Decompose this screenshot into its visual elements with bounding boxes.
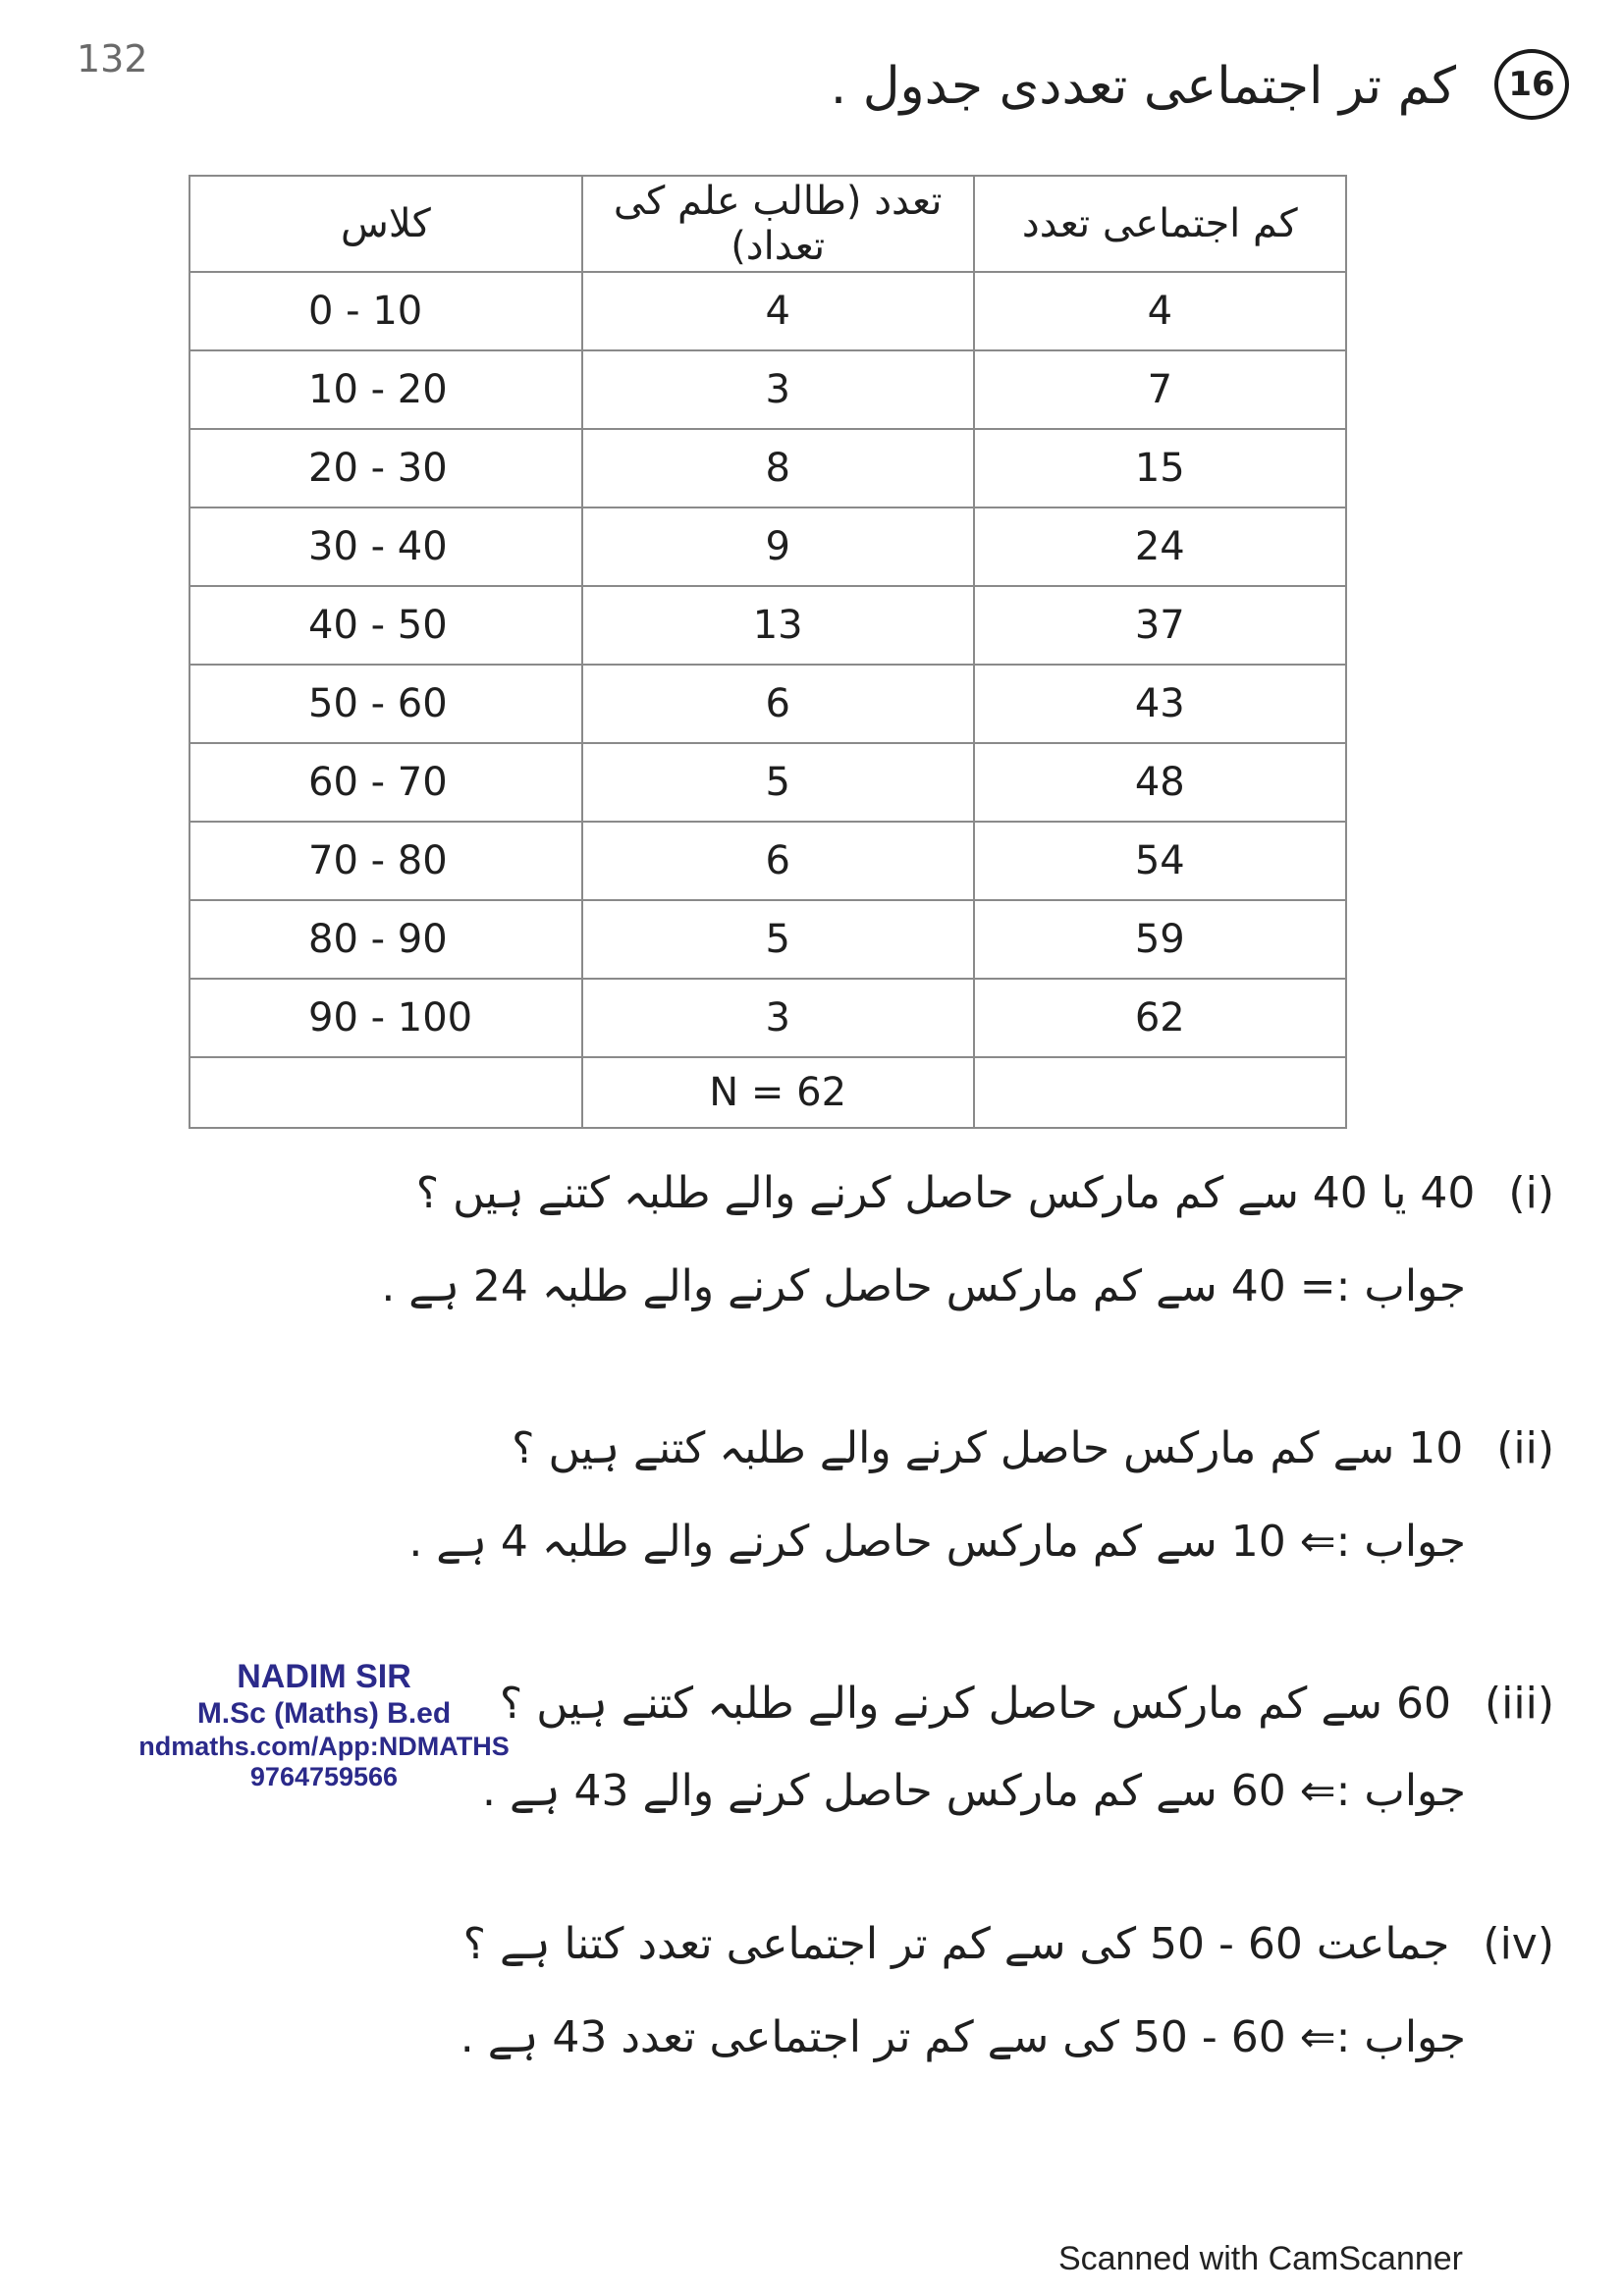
empty-cell [974, 1057, 1346, 1128]
answer-text: جواب :⇐ 10 سے کم مارکس حاصل کرنے والے طلبہ 4 ہے . [408, 1517, 1466, 1567]
class-interval: 90 - 100 [189, 979, 582, 1057]
question-block-1 [199, 1168, 1554, 1311]
total-frequency: N = 62 [582, 1057, 974, 1128]
cumulative-frequency: 4 [974, 272, 1346, 350]
question-text: 40 یا 40 سے کم مارکس حاصل کرنے والے طلبہ کتنے ہیں ؟ [415, 1168, 1476, 1218]
question-label: (i) [1508, 1168, 1554, 1218]
question-line [199, 1423, 1554, 1473]
class-interval: 60 - 70 [189, 743, 582, 822]
frequency: 4 [582, 272, 974, 350]
table-row [189, 586, 1346, 665]
question-line [199, 1919, 1554, 1969]
question-text: 60 سے کم مارکس حاصل کرنے والے طلبہ کتنے ہیں ؟ [499, 1679, 1451, 1729]
header-frequency: تعدد (طالب علم کی تعداد) [582, 176, 974, 272]
frequency: 13 [582, 586, 974, 665]
table-row [189, 822, 1346, 900]
answer-text: جواب := 40 سے کم مارکس حاصل کرنے والے طلبہ 24 ہے . [381, 1261, 1466, 1311]
question-number-badge [1494, 49, 1569, 120]
frequency: 5 [582, 900, 974, 979]
question-label: (iv) [1483, 1919, 1554, 1969]
table-row [189, 429, 1346, 507]
table-row [189, 272, 1346, 350]
frequency: 9 [582, 507, 974, 586]
question-line [199, 1168, 1554, 1218]
class-interval: 50 - 60 [189, 665, 582, 743]
frequency: 6 [582, 822, 974, 900]
question-label: (iii) [1484, 1679, 1554, 1729]
cumulative-frequency: 15 [974, 429, 1346, 507]
table-total-row [189, 1057, 1346, 1128]
cumulative-frequency: 59 [974, 900, 1346, 979]
watermark-phone: 9764759566 [249, 1762, 399, 1792]
watermark-website: ndmaths.com/App:NDMATHS [138, 1731, 510, 1761]
table-header-row [189, 176, 1346, 272]
header-class: کلاس [189, 176, 582, 272]
question-label: (ii) [1496, 1423, 1554, 1473]
watermark-degree: M.Sc (Maths) B.ed [196, 1697, 452, 1731]
class-interval: 80 - 90 [189, 900, 582, 979]
class-interval: 70 - 80 [189, 822, 582, 900]
frequency: 3 [582, 350, 974, 429]
question-block-2 [199, 1423, 1554, 1567]
class-interval: 20 - 30 [189, 429, 582, 507]
scanner-footer: Scanned with CamScanner [1058, 2240, 1464, 2277]
page-number: 132 [77, 37, 148, 80]
cumulative-frequency: 43 [974, 665, 1346, 743]
page-heading: کم تر اجتماعی تعددی جدول . [830, 57, 1456, 116]
cumulative-frequency-table-container [189, 175, 1347, 1129]
table-row [189, 507, 1346, 586]
answer-text: جواب :⇐ 60 - 50 کی سے کم تر اجتماعی تعدد 43 ہے . [460, 2012, 1466, 2062]
cumulative-frequency: 7 [974, 350, 1346, 429]
question-block-4 [199, 1919, 1554, 2062]
question-text: 10 سے کم مارکس حاصل کرنے والے طلبہ کتنے ہیں ؟ [512, 1423, 1464, 1473]
cumulative-frequency: 37 [974, 586, 1346, 665]
empty-cell [189, 1057, 582, 1128]
table-row [189, 979, 1346, 1057]
cumulative-frequency: 54 [974, 822, 1346, 900]
table-row [189, 900, 1346, 979]
cumulative-frequency: 48 [974, 743, 1346, 822]
answer-text: جواب :⇐ 60 سے کم مارکس حاصل کرنے والے 43 ہے . [481, 1766, 1466, 1816]
table-row [189, 743, 1346, 822]
cumulative-frequency: 62 [974, 979, 1346, 1057]
table-row [189, 350, 1346, 429]
author-watermark [137, 1657, 511, 1793]
cumulative-frequency: 24 [974, 507, 1346, 586]
class-interval: 30 - 40 [189, 507, 582, 586]
frequency: 6 [582, 665, 974, 743]
class-interval: 40 - 50 [189, 586, 582, 665]
question-number: 16 [1508, 65, 1555, 104]
cumulative-frequency-table [189, 175, 1347, 1129]
frequency: 8 [582, 429, 974, 507]
frequency: 5 [582, 743, 974, 822]
question-text: جماعت 60 - 50 کی سے کم تر اجتماعی تعدد کتنا ہے ؟ [462, 1919, 1450, 1969]
header-cumulative-frequency: کم اجتماعی تعدد [974, 176, 1346, 272]
class-interval: 10 - 20 [189, 350, 582, 429]
class-interval: 0 - 10 [189, 272, 582, 350]
table-row [189, 665, 1346, 743]
frequency: 3 [582, 979, 974, 1057]
watermark-name: NADIM SIR [237, 1658, 411, 1695]
